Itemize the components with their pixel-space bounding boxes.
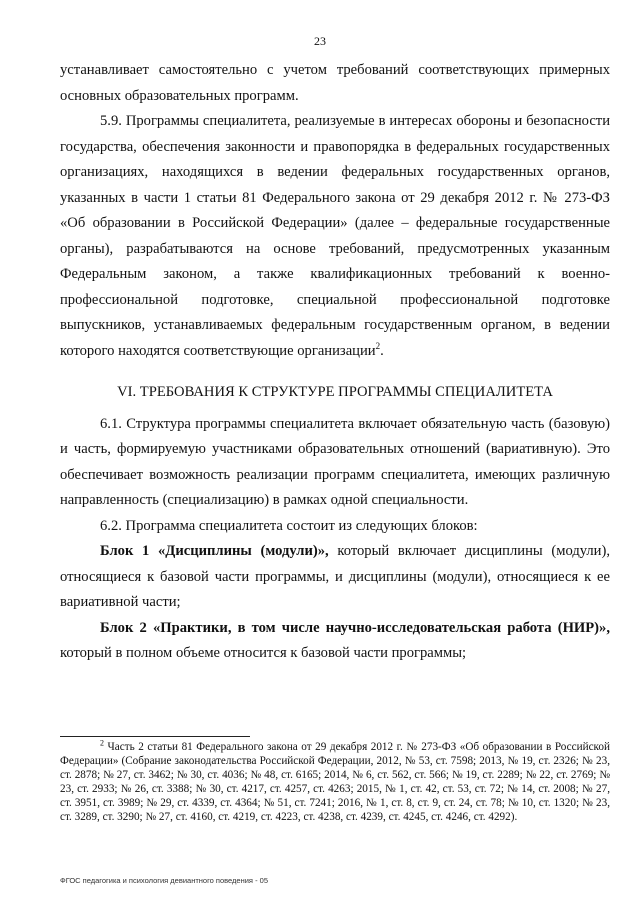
document-body bbox=[60, 58, 610, 667]
block-1-title: Блок 1 «Дисциплины (модули)», bbox=[100, 543, 329, 559]
paragraph-6-1: 6.1. Структура программы специалитета включает обязательную часть (базовую) и часть, формируемую участниками образовательных отношений (вариативную). Это обеспечивает возможность реализации программ специалитета, имеющих различную направленность (специализацию) в рамках одной специальности. bbox=[60, 415, 610, 508]
footnote bbox=[60, 740, 610, 824]
footnote-text: Часть 2 статьи 81 Федерального закона от 29 декабря 2012 г. № 273-ФЗ «Об образовании в Российской Федерации» (Собрание законодательства Российской Федерации, 2012, № 53, ст. 7598; 2013, № 19, ст. 2326; № 23, ст. 2878; № 27, ст. 3462; № 30, ст. 4036; № 48, ст. 6165; 2014, № 6, ст. 562, ст. 566; № 19, ст. 2289; № 22, ст. 2769; № 23, ст. 2933; № 26, ст. 3388; № 30, ст. 4217, ст. 4257, ст. 4263; 2015, № 1, ст. 42, ст. 53, ст. 72; № 14, ст. 2008; № 27, ст. 3951, ст. 3989; № 29, ст. 4339, ст. 4364; № 51, ст. 7241; 2016, № 1, ст. 8, ст. 9, ст. 24, ст. 78; № 10, ст. 1320; № 23, ст. 3289, ст. 3290; № 27, ст. 4160, ст. 4219, ст. 4223, ст. 4238, ст. 4239, ст. 4245, ст. 4246, ст. 4292). bbox=[60, 741, 610, 823]
paragraph-5-9-text: 5.9. Программы специалитета, реализуемые в интересах обороны и безопасности государства, обеспечения законности и правопорядка в федеральных государственных организациях, находящихся в ведении федеральных государственных органов, указанных в части 1 статьи 81 Федерального закона от 29 декабря 2012 г. № 273-ФЗ «Об образовании в Российской Федерации» (далее – федеральные государственные органы), разрабатываются на основе требований, предусмотренных указанным Федеральным законом, а также квалификационных требований к военно-профессиональной подготовке, специальной профессиональной подготовке выпускников, устанавливаемых федеральным государственным органом, в ведении которого находятся соответствующие организации bbox=[60, 113, 610, 359]
paragraph-5-9-end: . bbox=[380, 342, 384, 359]
block-2-item bbox=[60, 616, 610, 667]
paragraph-continuation: устанавливает самостоятельно с учетом требований соответствующих примерных основных образовательных программ. bbox=[60, 62, 610, 104]
page-number: 23 bbox=[314, 34, 326, 48]
footnote-marker: 2 bbox=[100, 738, 104, 748]
block-2-description: который в полном объеме относится к базовой части программы; bbox=[60, 645, 467, 661]
paragraph-6-2: 6.2. Программа специалитета состоит из следующих блоков: bbox=[100, 517, 478, 534]
page-footer: ФГОС педагогика и психология девиантного поведения - 05 bbox=[60, 876, 269, 885]
block-1-item bbox=[60, 539, 610, 616]
section-heading: VI. ТРЕБОВАНИЯ К СТРУКТУРЕ ПРОГРАММЫ СПЕЦИАЛИТЕТА bbox=[117, 384, 553, 400]
block-2-title: Блок 2 «Практики, в том числе научно-исследовательская работа (НИР)», bbox=[100, 619, 610, 636]
paragraph-5-9 bbox=[60, 109, 610, 364]
footnote-divider bbox=[60, 736, 250, 737]
footnote-reference[interactable]: 2 bbox=[375, 340, 381, 351]
block-1-description: который включает дисциплины (модули), относящиеся к базовой части программы, и дисциплины (модули), относящиеся к ее вариативной части; bbox=[60, 543, 611, 610]
